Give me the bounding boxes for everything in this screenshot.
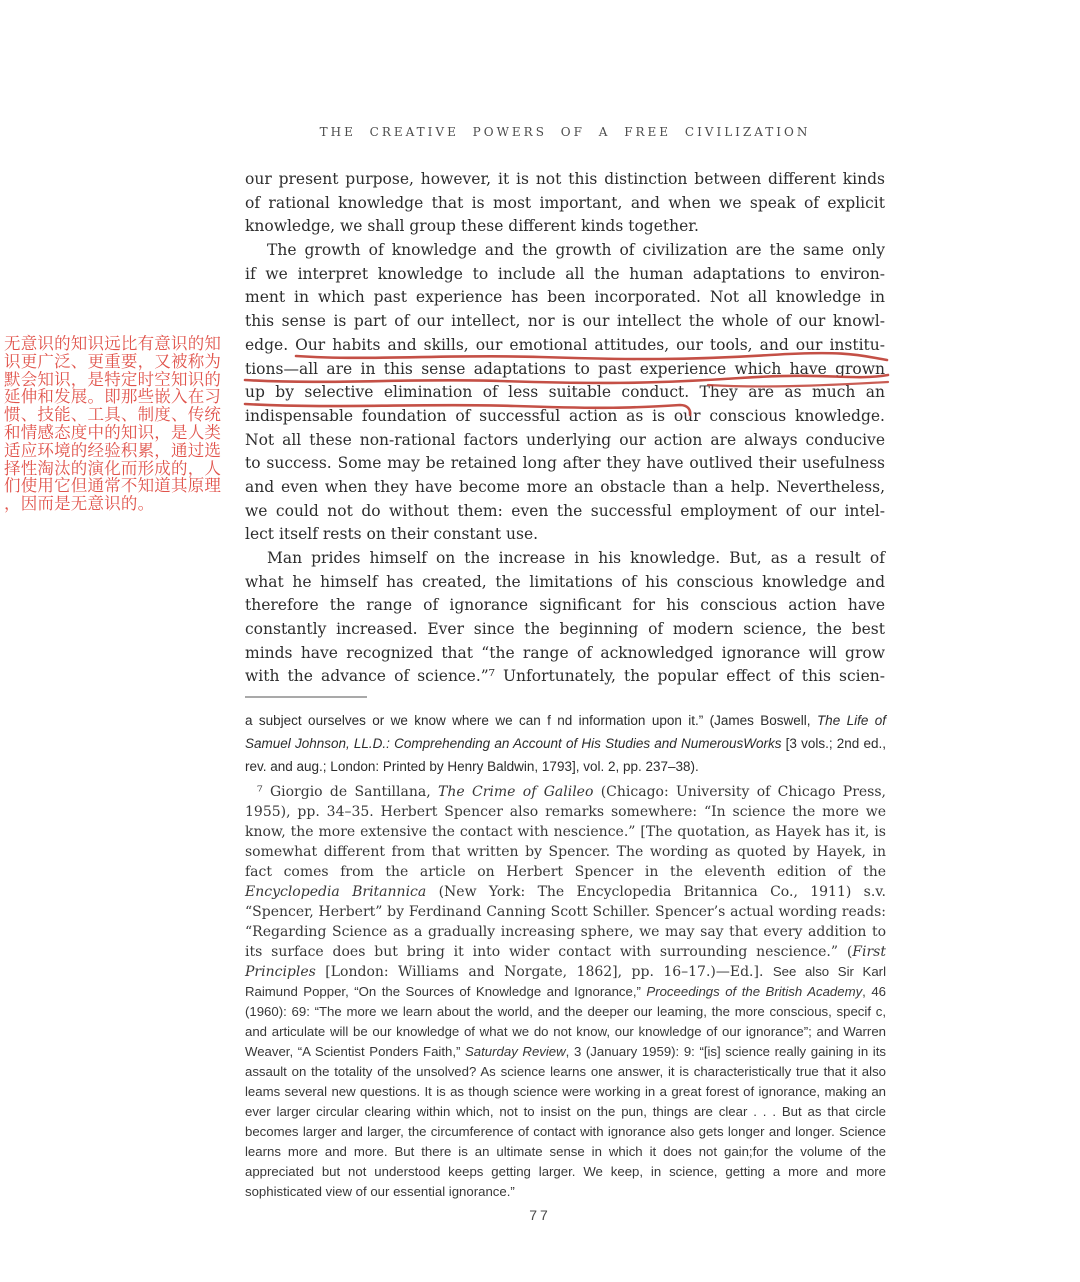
margin-annotation-chinese: 无意识的知识远比有意识的知 识更广泛、更重要，又被称为 默会知识，是特定时空知识的 延伸和发展。即那些嵌入在习 惯、技能、工具、制度、传统 和情感态度中的知识，是人类 适应环境的经验积累，通过选 择性淘汰的演化而形成的，人 们使用它但通常不知道其原理 ，因而是无意识的。 bbox=[4, 334, 222, 514]
footnote-rule bbox=[245, 696, 367, 698]
footnotes-section bbox=[245, 694, 886, 1202]
page-number: 77 bbox=[529, 1207, 551, 1223]
footnote-7: ⁷ Giorgio de Santillana, The Crime of Galileo (Chicago: University of Chicago Press, 1955), pp. 34–35. Herbert Spencer also remarks somewhere: “In science the more we know, the more extensive the contact with nescience.” [The quotation, as Hayek has it, is somewhat different from that written by Spencer. The wording as quoted by Hayek, in fact comes from the article on Herbert Spencer in the eleventh edition of the Encyclopedia Britannica (New York: The Encyclopedia Britannica Co., 1911) s.v. “Spencer, Herbert” by Ferdinand Canning Scott Schiller. Spencer’s actual wording reads: “Regarding Science as a gradually increasing sphere, we may say that every addition to its surface does but bring it into wider contact with surrounding nescience.” (First Principles [London: Williams and Norgate, 1862], pp. 16–17.)—Ed.]. See also Sir Karl Raimund Popper, “On the Sources of Knowledge and Ignorance,” Proceedings of the British Academy, 46 (1960): 69: “The more we learn about the world, and the deeper our leaming, the more conscious, specif c, and articulate will be our knowledge of what we do not know, our knowledge of our ignorance”; and Warren Weaver, “A Scientist Ponders Faith,” Saturday Review, 3 (January 1959): 9: “[is] science really gaining in its assault on the totality of the unsolved? As science learns one answer, it is characteristically true that it also leams several new questions. It is as though science were working in a great forest of ignorance, making an ever larger circular clearing within which, not to insist on the pun, things are clear . . . But as that circle becomes larger and larger, the circumference of contact with ignorance also gets longer and longer. Science learns more and more. But there is an ultimate sense in which it does not gain;for the volume of the appreciated but not understood keeps getting larger. We keep, in science, getting a more and more sophisticated view of our essential ignorance.” bbox=[245, 784, 887, 1199]
running-head: THE CREATIVE POWERS OF A FREE CIVILIZATION bbox=[319, 125, 811, 139]
body-text: our present purpose, however, it is not this distinction between different kinds of rational knowledge that is most important, and when we speak of explicit knowledge, we shall group these different kinds together. The growth of knowledge and the growth of civilization are the same only if we interpret knowledge to include all the human adaptations to environ- ment in which past experience has been incorporated. Not all knowledge in this sense is part of our intellect, nor is our intellect the whole of our knowl- edge. Our habits and skills, our emotional attitudes, our tools, and our institu- tions—all are in this sense adaptations to past experience which have grown up by selective elimination of less suitable conduct. They are as much an indispensable foundation of successful action as is our conscious knowledge. Not all these non-rational factors underlying our action are always conducive to success. Some may be retained long after they have outlived their usefulness and even when they have become more an obstacle than a help. Nevertheless, we could not do without them: even the successful employment of our intel- lect itself rests on their constant use. Man prides himself on the increase in his knowledge. But, as a result of what he himself has created, the limitations of his conscious knowledge and therefore the range of ignorance significant for his conscious action have constantly increased. Ever since the beginning of modern science, the best minds have recognized that “the range of acknowledged ignorance will grow with the advance of science.”⁷ Unfortunately, the popular effect of this scien- bbox=[245, 170, 885, 686]
footnote-continuation: a subject ourselves or we know where we can f nd information upon it.” (James Boswell, The Life of Samuel Johnson, LL.D.: Comprehending an Account of His Studies and NumerousWorks [3 vols.; 2nd ed., rev. and aug.; London: Printed by Henry Baldwin, 1793], vol. 2, pp. 237–38). bbox=[245, 713, 886, 774]
